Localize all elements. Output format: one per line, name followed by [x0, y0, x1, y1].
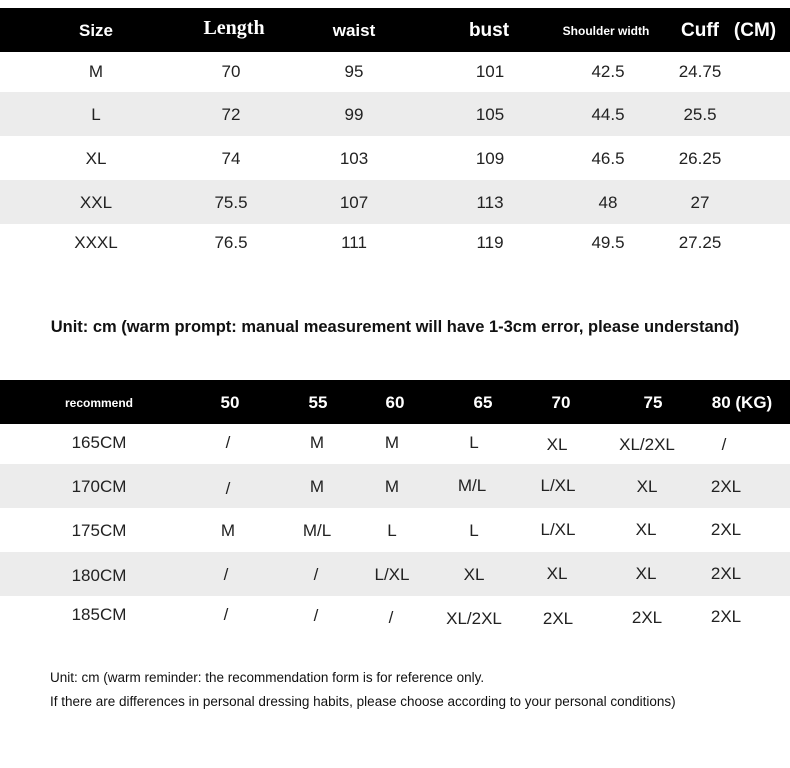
size-cell: XL: [85, 149, 107, 168]
rec-cell: 2XL: [710, 607, 742, 626]
rec-cell: 2XL: [542, 609, 574, 628]
height-cell: 165CM: [71, 433, 127, 452]
rec-cell: 2XL: [710, 564, 742, 583]
height-cell: 180CM: [71, 566, 127, 585]
header-size: Size: [78, 21, 114, 40]
bust-cell: 101: [475, 62, 505, 81]
table-row: [0, 552, 790, 596]
header-cuff: Cuff: [681, 20, 719, 41]
length-cell: 75.5: [214, 193, 248, 212]
table-row: [0, 180, 790, 224]
rec-cell: 2XL: [710, 477, 742, 496]
bust-cell: 119: [476, 233, 504, 252]
size-cell: XXXL: [74, 233, 118, 252]
rec-cell: M/L: [302, 521, 332, 540]
recommend-table-header: [0, 380, 790, 424]
table-row: [0, 424, 790, 464]
table-row: [0, 596, 790, 640]
header-unit: (CM): [733, 20, 777, 41]
waist-cell: 103: [339, 149, 369, 168]
bust-cell: 105: [475, 105, 505, 124]
rec-cell: /: [223, 605, 229, 624]
rec-cell: XL: [463, 565, 485, 584]
header-length: Length: [203, 17, 265, 39]
rec-cell: M/L: [457, 476, 487, 495]
cuff-cell: 24.75: [678, 62, 722, 81]
rec-cell: L: [387, 521, 397, 540]
cuff-cell: 27: [690, 193, 710, 212]
shoulder-cell: 48: [598, 193, 618, 212]
height-cell: 170CM: [71, 477, 127, 496]
table-row: [0, 136, 790, 180]
length-cell: 72: [221, 105, 241, 124]
rec-cell: L/XL: [540, 520, 576, 539]
header-weight-60: 60: [385, 393, 405, 412]
rec-cell: XL/2XL: [446, 609, 502, 628]
shoulder-cell: 46.5: [591, 149, 625, 168]
rec-cell: 2XL: [710, 520, 742, 539]
size-cell: XXL: [79, 193, 113, 212]
shoulder-cell: 44.5: [591, 105, 625, 124]
rec-cell: L: [469, 521, 479, 540]
length-cell: 76.5: [214, 233, 248, 252]
rec-cell: M: [309, 433, 325, 452]
header-recommend: recommend: [64, 396, 134, 410]
cuff-cell: 26.25: [678, 149, 722, 168]
rec-cell: /: [223, 565, 229, 584]
rec-cell: /: [313, 565, 319, 584]
bust-cell: 113: [476, 193, 504, 212]
shoulder-cell: 49.5: [591, 233, 625, 252]
rec-cell: 2XL: [631, 608, 663, 627]
footer-note-line-1: Unit: cm (warm reminder: the recommendation form is for reference only.: [50, 670, 485, 685]
header-weight-70: 70: [551, 393, 571, 412]
header-waist: waist: [332, 21, 376, 40]
waist-cell: 95: [344, 62, 364, 81]
size-unit-note: Unit: cm (warm prompt: manual measurement will have 1-3cm error, please understand): [50, 318, 740, 336]
size-table-header: [0, 8, 790, 52]
waist-cell: 107: [339, 193, 369, 212]
rec-cell: M: [309, 477, 325, 496]
rec-cell: XL: [636, 477, 658, 496]
rec-cell: XL: [546, 435, 568, 454]
table-row: [0, 52, 790, 92]
rec-cell: /: [225, 479, 231, 498]
size-cell: L: [91, 105, 101, 124]
cuff-cell: 25.5: [683, 105, 717, 124]
rec-cell: L/XL: [540, 476, 576, 495]
table-row: [0, 92, 790, 136]
rec-cell: /: [225, 433, 231, 452]
rec-cell: /: [388, 608, 394, 627]
header-weight-50: 50: [220, 393, 240, 412]
waist-cell: 99: [344, 105, 364, 124]
size-cell: M: [88, 62, 104, 81]
rec-cell: L: [469, 433, 479, 452]
table-row: [0, 224, 790, 264]
cuff-cell: 27.25: [678, 233, 722, 252]
footer-note-line-2: If there are differences in personal dressing habits, please choose according to your personal conditions): [50, 694, 676, 709]
rec-cell: M: [384, 433, 400, 452]
rec-cell: /: [721, 435, 727, 454]
rec-cell: M: [220, 521, 236, 540]
header-weight-65: 65: [473, 393, 493, 412]
table-row: [0, 464, 790, 508]
rec-cell: XL/2XL: [619, 435, 675, 454]
shoulder-cell: 42.5: [591, 62, 625, 81]
bust-cell: 109: [475, 149, 505, 168]
waist-cell: 111: [341, 233, 367, 252]
rec-cell: XL: [635, 564, 657, 583]
rec-cell: XL: [546, 564, 568, 583]
height-cell: 185CM: [71, 605, 127, 624]
header-shoulder-width: Shoulder width: [562, 24, 650, 38]
header-bust: bust: [468, 20, 510, 41]
length-cell: 70: [221, 62, 241, 81]
header-weight-75: 75: [643, 393, 663, 412]
rec-cell: M: [384, 477, 400, 496]
table-row: [0, 508, 790, 552]
rec-cell: L/XL: [374, 565, 410, 584]
rec-cell: XL: [635, 520, 657, 539]
height-cell: 175CM: [71, 521, 127, 540]
header-weight-55: 55: [308, 393, 328, 412]
length-cell: 74: [221, 149, 241, 168]
header-weight-80: 80 (KG): [711, 393, 773, 412]
rec-cell: /: [313, 606, 319, 625]
